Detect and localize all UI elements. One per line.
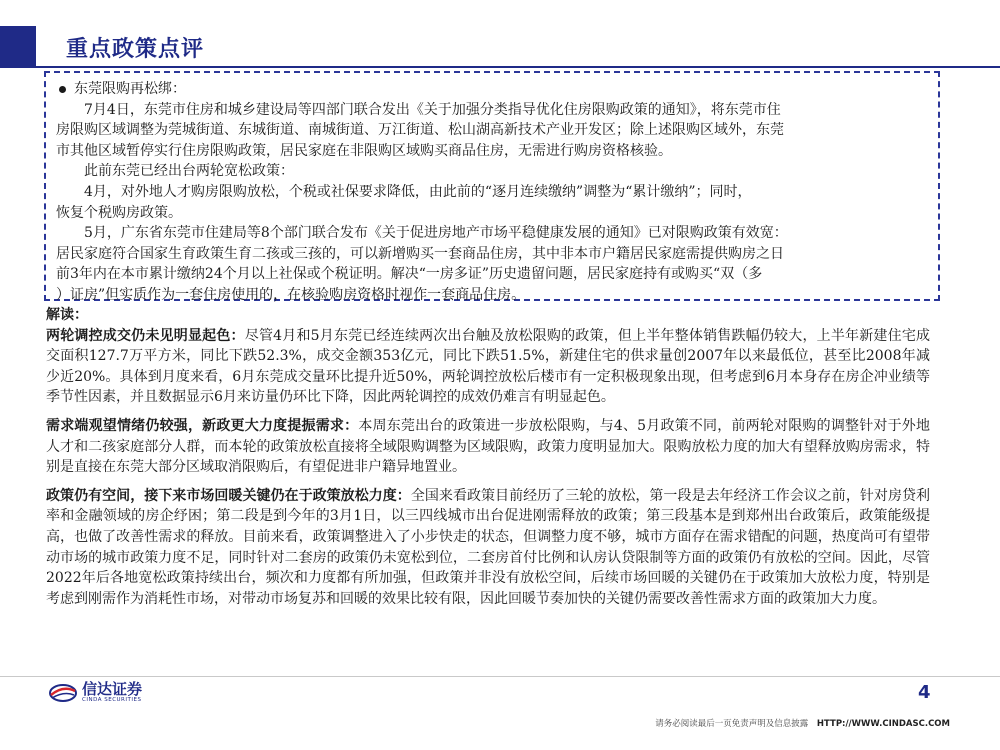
policy-paragraph: 房限购区域调整为莞城街道、东城街道、南城街道、万江街道、松山湖高新技术产业开发区；除上述限购区域外，东莞	[56, 122, 784, 139]
analysis-heading: 解读：	[46, 307, 88, 323]
company-logo	[48, 682, 142, 703]
title-divider	[0, 66, 1000, 68]
footer-disclaimer	[655, 717, 950, 729]
policy-paragraph: 此前东莞已经出台两轮宽松政策：	[84, 163, 294, 180]
policy-heading-text: 东莞限购再松绑：	[74, 81, 186, 97]
policy-paragraph: 前3年内在本市累计缴纳24个月以上社保或个税证明。解决“一房多证”历史遗留问题，居民家庭持有或购买“双（多	[56, 266, 763, 283]
bullet-icon	[59, 86, 66, 93]
logo-icon	[48, 683, 78, 703]
analysis-section	[46, 305, 930, 609]
analysis-paragraph-1	[46, 326, 930, 408]
policy-paragraph: ）证房”但实质作为一套住房使用的，在核验购房资格时视作一套商品住房。	[56, 286, 526, 303]
paragraph-title: 政策仍有空间，接下来市场回暖关键仍在于政策放松力度：	[46, 487, 411, 504]
policy-paragraph: 4月，对外地人才购房限购放松，个税或社保要求降低，由此前的“逐月连续缴纳”调整为“累计缴纳”；同时，	[84, 183, 752, 200]
page-title: 重点政策点评	[66, 37, 205, 62]
disclaimer-text: 请务必阅读最后一页免责声明及信息披露	[655, 719, 809, 729]
website-link[interactable]: HTTP://WWW.CINDASC.COM	[816, 719, 950, 729]
logo-name: 信达证券	[82, 680, 143, 698]
policy-paragraph: 市其他区域暂停实行住房限购政策，居民家庭在非限购区域购买商品住房，无需进行购房资格核验。	[56, 142, 672, 159]
page-number: 4	[918, 682, 931, 703]
policy-paragraph: 恢复个税购房政策。	[56, 204, 182, 221]
footer-divider	[0, 676, 1000, 677]
paragraph-body: 尽管4月和5月东莞已经连续两次出台触及放松限购的政策，但上半年整体销售跌幅仍较大，上半年新建住宅成交面积127.7万平方米，同比下跌52.3%，成交金额353亿元，同比下跌51.5%，新建住宅的供求量创2007年以来最低位，甚至比2008年减少近20%。具体到月度来看，6月东莞成交量环比提升近50%，两轮调控放松后楼市有一定积极现象出现，但考虑到6月本身存在房企冲业绩等季节性因素，并且数据显示6月来访量仍环比下降，因此两轮调控的成效仍难言有明显起色。	[46, 327, 931, 406]
analysis-paragraph-2	[46, 416, 930, 478]
paragraph-body: 本周东莞出台的政策进一步放松限购，与4、5月政策不同，前两轮对限购的调整针对于外地人才和二孩家庭部分人群，而本轮的政策放松直接将全域限购调整为区域限购，政策力度明显加大。限购放松力度的加大有望释放购房需求，特别是直接在东莞大部分区域取消限购后，有望促进非户籍异地置业。	[46, 417, 931, 476]
paragraph-title: 两轮调控成交仍未见明显起色：	[46, 327, 245, 344]
paragraph-title: 需求端观望情绪仍较强，新政更大力度提振需求：	[46, 417, 359, 434]
policy-paragraph: 居民家庭符合国家生育政策生育二孩或三孩的，可以新增购买一套商品住房，其中非本市户籍居民家庭需提供购房之日	[56, 245, 784, 262]
policy-paragraph: 5月，广东省东莞市住建局等8个部门联合发布《关于促进房地产市场平稳健康发展的通知》已对限购政策有效宽：	[84, 225, 788, 242]
policy-summary-box	[44, 71, 940, 301]
header-accent-block	[0, 26, 36, 66]
policy-heading	[56, 79, 928, 100]
analysis-paragraph-3	[46, 486, 930, 610]
logo-subtitle: CINDA SECURITIES	[82, 697, 142, 703]
paragraph-body: 全国来看政策目前经历了三轮的放松，第一段是去年经济工作会议之前，针对房贷利率和金融领域的房企纾困；第二段是到今年的3月1日，以三四线城市出台促进刚需释放的政策；第三段基本是到郑州出台政策后，政策能级提高，也做了改善性需求的释放。目前来看，政策调整进入了小步快走的状态，但调整力度不够，城市方面存在需求错配的问题，热度尚可有望带动市场的城市政策力度不足，同时针对二套房的政策仍未宽松到位，二套房首付比例和认房认贷限制等方面的政策仍有放松的空间。因此，尽管2022年后各地宽松政策持续出台，频次和力度都有所加强，但政策并非没有放松空间，后续市场回暖的关键仍在于政策加大放松力度，特别是考虑到刚需作为消耗性市场，对带动市场复苏和回暖的效果比较有限，因此回暖节奏加快的关键仍需要改善性需求方面的政策加大力度。	[46, 487, 931, 607]
policy-paragraph: 7月4日，东莞市住房和城乡建设局等四部门联合发出《关于加强分类指导优化住房限购政策的通知》，将东莞市住	[84, 101, 781, 118]
